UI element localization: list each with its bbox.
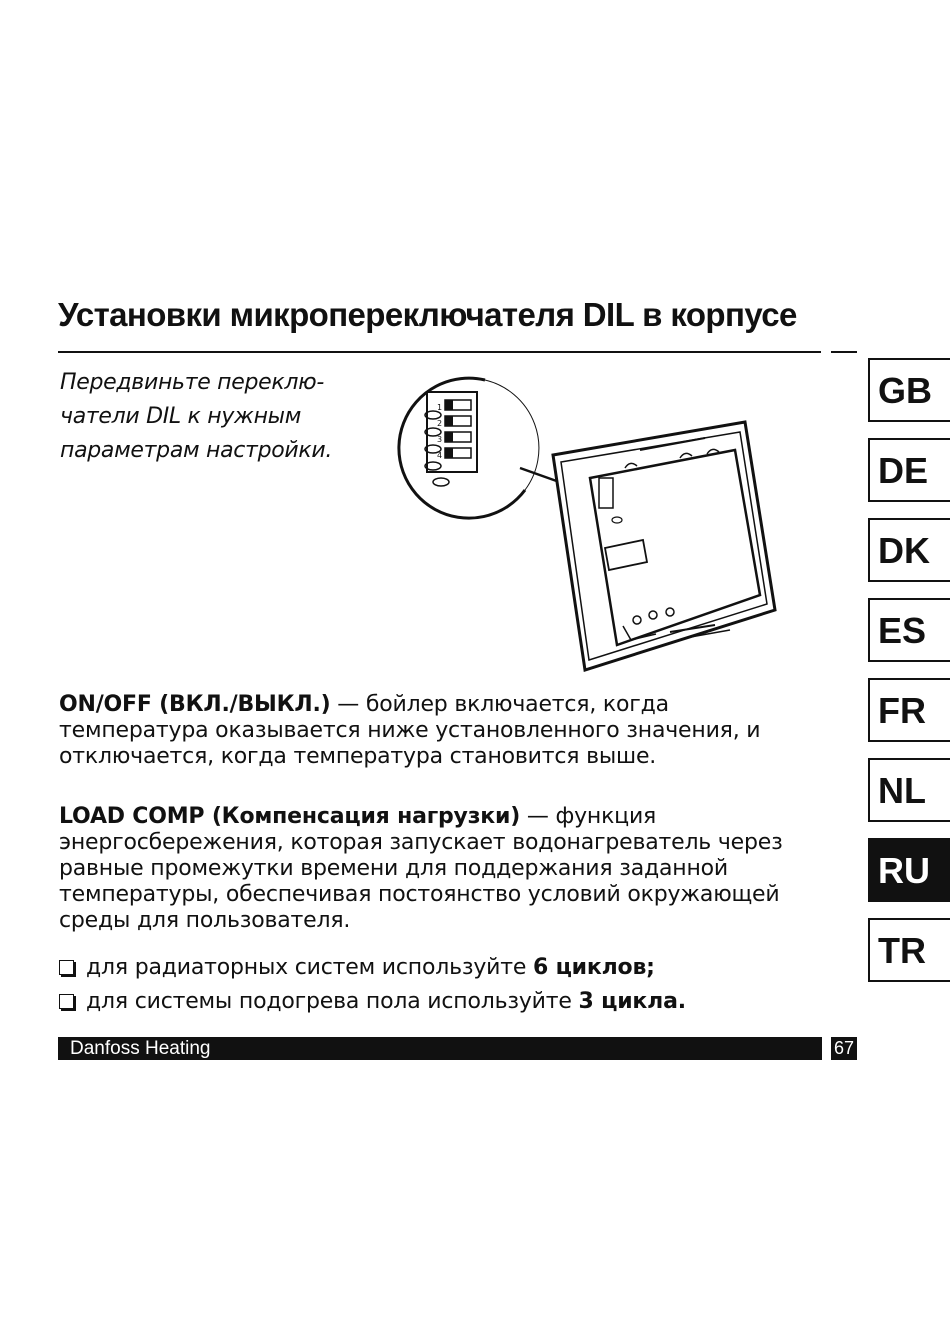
intro-caption xyxy=(60,366,380,468)
checkbox-bullet-icon xyxy=(59,994,74,1009)
switch-number-1: 1 xyxy=(437,403,443,412)
loadcomp-text: — функция энергосбережения, которая запускает водонагреватель через равные промежутки времени для поддержания заданной температуры, обеспечивая постоянство условий окружающей среды для пользователя. xyxy=(59,804,783,933)
tab-nl[interactable]: NL xyxy=(868,758,950,822)
intro-line-1: Передвиньте переклю- xyxy=(60,370,324,395)
onoff-paragraph xyxy=(59,692,819,770)
tab-fr[interactable]: FR xyxy=(868,678,950,742)
bullet-text: для радиаторных систем используйте xyxy=(86,955,533,980)
tab-dk[interactable]: DK xyxy=(868,518,950,582)
tab-ru[interactable]: RU xyxy=(868,838,950,902)
intro-line-2: чатели DIL к нужным xyxy=(60,404,302,429)
onoff-text: — бойлер включается, когда температура оказывается ниже установленного значения, и отключается, когда температура становится выше. xyxy=(59,692,761,769)
loadcomp-paragraph xyxy=(59,804,819,934)
switch-number-4: 4 xyxy=(437,451,443,460)
footer-brand: Danfoss Heating xyxy=(70,1038,211,1059)
bullet-bold: 3 цикла. xyxy=(578,989,686,1014)
onoff-label: ON/OFF (ВКЛ./ВЫКЛ.) xyxy=(59,692,331,717)
checkbox-bullet-icon xyxy=(59,960,74,975)
tab-es[interactable]: ES xyxy=(868,598,950,662)
tab-de[interactable]: DE xyxy=(868,438,950,502)
intro-line-3: параметрам настройки. xyxy=(60,438,333,463)
bullet-bold: 6 циклов; xyxy=(533,955,655,980)
dil-switch-diagram xyxy=(385,370,815,680)
zoomed-dil-switch xyxy=(425,392,477,486)
switch-number-3: 3 xyxy=(437,435,443,444)
bullet-text: для системы подогрева пола используйте xyxy=(86,989,579,1014)
loadcomp-label: LOAD COMP (Компенсация нагрузки) xyxy=(59,804,521,829)
page-number: 67 xyxy=(831,1037,857,1060)
page-title: Установки микропереключателя DIL в корпусе xyxy=(58,296,797,333)
thermostat-housing xyxy=(553,422,775,670)
list-item xyxy=(59,989,686,1015)
title-rule xyxy=(58,351,821,353)
tab-gb[interactable]: GB xyxy=(868,358,950,422)
switch-number-2: 2 xyxy=(437,419,443,428)
tab-tr[interactable]: TR xyxy=(868,918,950,982)
list-item xyxy=(59,955,655,981)
title-rule-short xyxy=(831,351,857,353)
